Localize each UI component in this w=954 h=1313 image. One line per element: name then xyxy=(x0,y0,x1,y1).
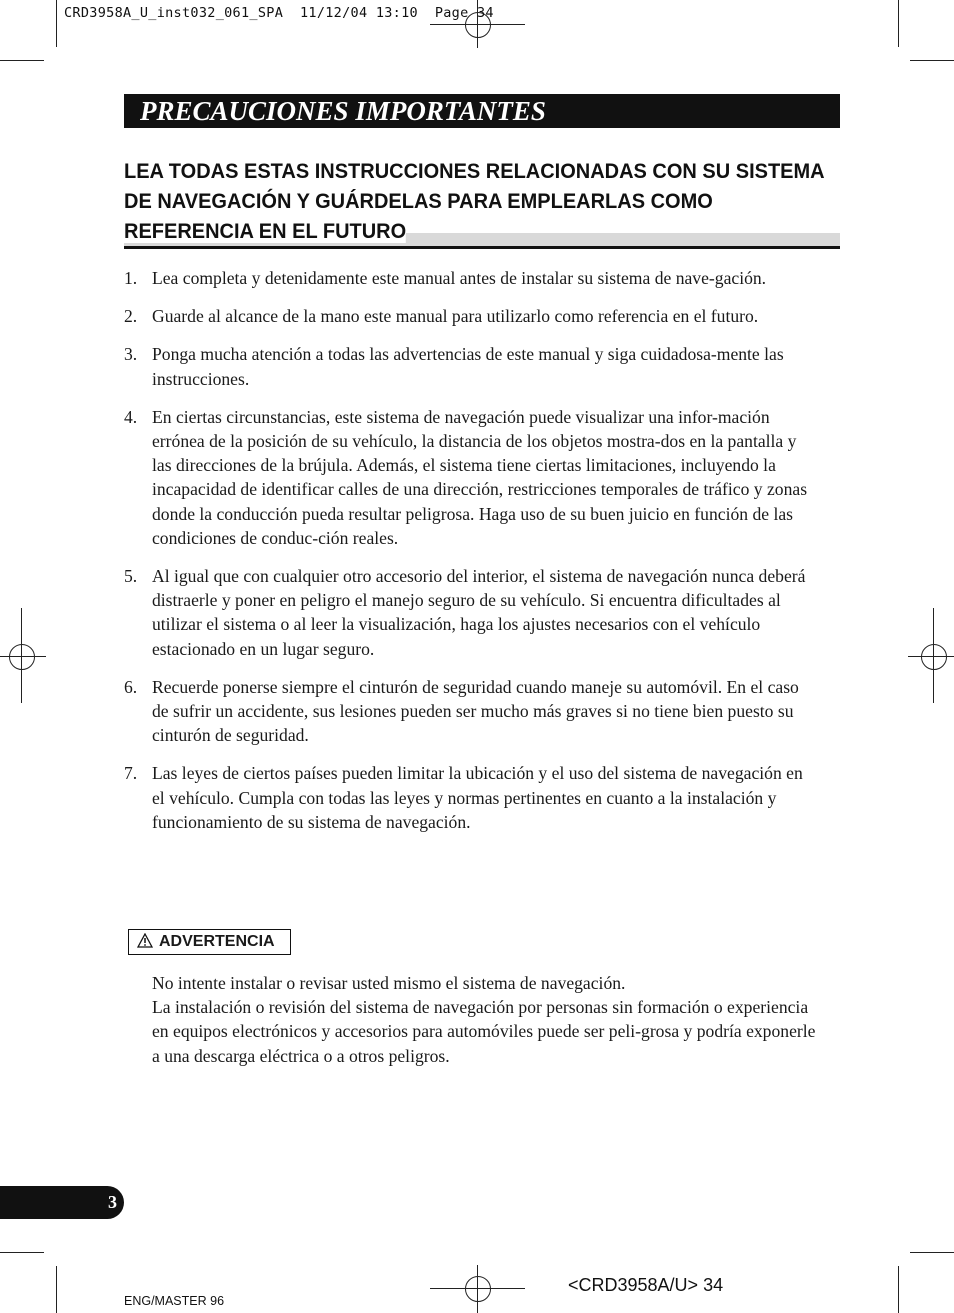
page-number-tab: 3 xyxy=(0,1186,124,1219)
subheading xyxy=(124,156,840,246)
crop-mark xyxy=(898,1266,899,1313)
list-item xyxy=(124,675,814,748)
crop-mark xyxy=(910,1252,954,1253)
page-title: PRECAUCIONES IMPORTANTES xyxy=(124,94,840,128)
list-item xyxy=(124,304,814,328)
list-item-text: Guarde al alcance de la mano este manual para utilizarlo como referencia en el futuro. xyxy=(152,306,759,327)
list-item xyxy=(124,405,814,550)
list-item-text: Lea completa y detenidamente este manual antes de instalar su sistema de nave-gación. xyxy=(152,268,767,288)
list-item xyxy=(124,761,814,834)
list-item-number: 2. xyxy=(124,306,138,327)
crop-mark xyxy=(898,0,899,47)
list-item-text: Al igual que con cualquier otro accesorio del interior, el sistema de navegación nunca deberá distraerle y poner en peligro el manejo seguro de su vehículo. Si encuentra dificultades al utilizar el sistema o al leer la visualización, haga los ajustes necesarios con el vehículo estacionado en un lugar seguro. xyxy=(152,566,806,659)
list-item-text: Recuerde ponerse siempre el cinturón de seguridad cuando maneje su automóvil. En el caso de sufrir un accidente, sus lesiones pueden ser mucho más graves si no tiene bien puesto su cinturón de seguridad. xyxy=(152,676,799,746)
list-item-number: 3. xyxy=(124,344,138,365)
warning-line: No intente instalar o revisar usted mismo el sistema de navegación. xyxy=(152,973,626,993)
list-item-number: 6. xyxy=(124,676,138,697)
list-item xyxy=(124,564,814,661)
footer-code: <CRD3958A/U> 34 xyxy=(568,1275,724,1295)
list-item xyxy=(124,342,814,390)
list-item-text: Ponga mucha atención a todas las advertencias de este manual y siga cuidadosa-mente las instrucciones. xyxy=(152,344,784,389)
instruction-list xyxy=(124,266,814,848)
list-item-number: 1. xyxy=(124,268,138,288)
subheading-text: LEA TODAS ESTAS INSTRUCCIONES RELACIONADAS CON SU SISTEMA DE NAVEGACIÓN Y GUÁRDELAS PARA EMPLEARLAS COMO REFERENCIA EN EL FUTURO xyxy=(124,159,825,243)
list-item-text: Las leyes de ciertos países pueden limitar la ubicación y el uso del sistema de navegación en el vehículo. Cumpla con todas las leyes y normas pertinentes en cuanto a la instalación y funcionamiento de su sistema de navegación. xyxy=(152,763,803,832)
list-item-number: 5. xyxy=(124,566,138,587)
list-item xyxy=(124,266,814,290)
crop-mark xyxy=(56,0,57,47)
warning-triangle-icon xyxy=(137,933,153,948)
warning-label-box xyxy=(128,929,291,955)
footer-master: ENG/MASTER 96 xyxy=(124,1294,225,1308)
list-item-text: En ciertas circunstancias, este sistema de navegación puede visualizar una infor-mación errónea de la posición de su vehículo, la distancia de los objetos mostra-dos en la pantalla y las direcciones de la brújula. Además, el sistema tiene ciertas limitaciones, incluyendo la incapacidad de identificar calles de una dirección, restricciones temporales de tráfico y zonas donde la conducción pueda resultar peligrosa. Haga uso de su buen juicio en función de las condiciones de conduc-ción reales. xyxy=(152,406,808,548)
print-slug: CRD3958A_U_inst032_061_SPA 11/12/04 13:10 Page 34 xyxy=(64,5,494,21)
crop-mark xyxy=(0,60,44,61)
crop-mark xyxy=(56,1266,57,1313)
warning-text xyxy=(152,971,817,1068)
crop-mark xyxy=(910,60,954,61)
list-item-number: 4. xyxy=(124,406,138,427)
warning-line: La instalación o revisión del sistema de navegación por personas sin formación o experiencia en equipos electrónicos y accesorios para automóviles puede ser peli-grosa y podría exponerle a una descarga eléctrica o a otros peligros. xyxy=(152,997,816,1066)
list-item-number: 7. xyxy=(124,763,138,784)
warning-label: ADVERTENCIA xyxy=(159,933,275,950)
crop-mark xyxy=(0,1252,44,1253)
